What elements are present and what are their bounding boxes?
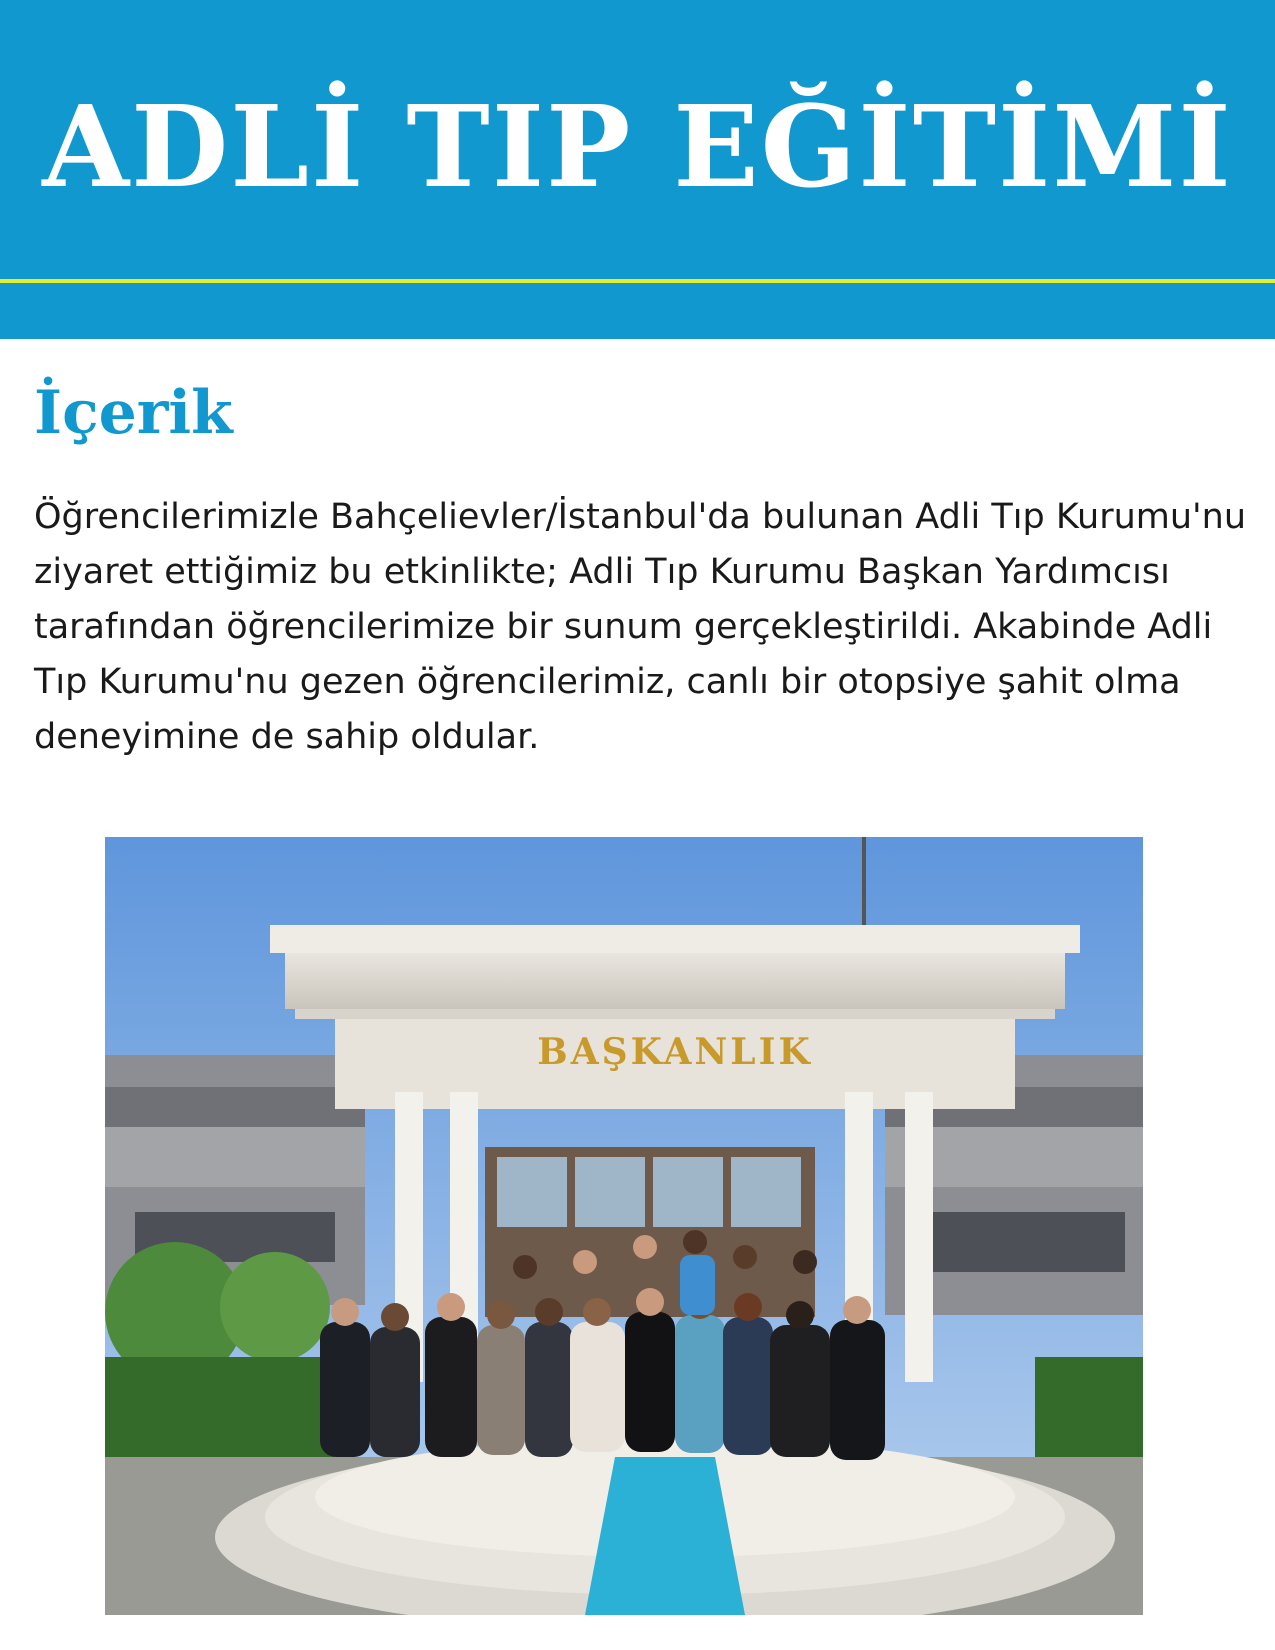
- content-paragraph: Öğrencilerimizle Bahçelievler/İstanbul'da bulunan Adli Tıp Kurumu'nu ziyaret ettiğimiz bu etkinlikte; Adli Tıp Kurumu Başkan Yardımcısı tarafından öğrencilerimize bir sunum gerçekleştirildi. Akabinde Adli Tıp Kurumu'nu gezen öğrencilerimiz, canlı bir otopsiye şahit olma deneyimine de sahip oldular.: [34, 497, 1247, 757]
- section-heading: İçerik: [34, 378, 233, 448]
- building-sign: BAŞKANLIK: [537, 1031, 813, 1073]
- header-banner: [0, 0, 1275, 339]
- page-title: ADLİ TIP EĞİTİMİ: [42, 82, 1233, 213]
- group-photo: [105, 837, 1143, 1615]
- header-divider: [0, 279, 1275, 283]
- entrance-canopy: [270, 925, 1080, 953]
